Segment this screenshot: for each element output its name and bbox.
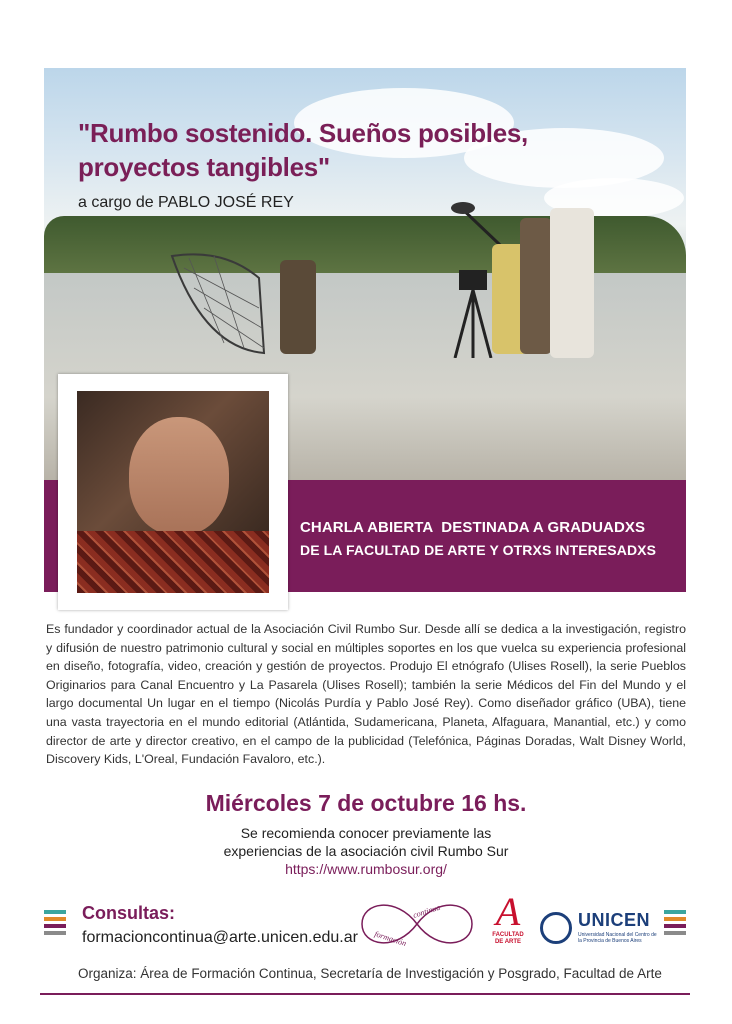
facultad-text-2: DE ARTE (494, 939, 522, 945)
recommendation (0, 824, 732, 860)
unicen-seal-icon (540, 912, 572, 944)
sound-operator-figure (520, 218, 552, 354)
infinity-icon (356, 894, 478, 954)
reco-line-2: experiencias de la asociación civil Rumbo Sur (223, 843, 509, 859)
stripes-icon-left (44, 910, 66, 942)
fishing-net-icon (164, 248, 284, 358)
event-date: Miércoles 7 de octubre 16 hs. (205, 790, 527, 816)
face (129, 417, 229, 535)
facultad-letter: A (495, 889, 521, 934)
footer-rule (40, 993, 690, 995)
stripes-icon-right (664, 910, 686, 942)
band-text (300, 517, 690, 561)
speaker-bio: Es fundador y coordinador actual de la Asociación Civil Rumbo Sur. Desde allí se dedica a la investigación, registro y difusión de nuestro patrimonio cultural y social en múltiples soportes en los que vuelca su experiencia profesional en diseño, fotografía, video, creación y gestión de proyectos. Produjo El etnógrafo (Ulises Rosell), la serie Pueblos Originarios para Canal Encuentro y La Pasarela (Ulises Rosell); también la serie Médicos del Fin del Mundo y el largo documental Un lugar en el tiempo (Nicolás Purdía y Pablo José Rey). Como diseñador gráfico (UBA), tiene una vasta trayectoria en el mundo editorial (Atlántida, Sudamericana, Planeta, Alfaguara, Manantial, etc.) y como director de arte y director creativo, en el campo de la publicidad (Telefónica, Páginas Doradas, Walt Disney World, Discovery Kids, L'Oreal, Fundación Favaloro, etc.). (46, 622, 686, 767)
reco-line-1: Se recomienda conocer previamente las (240, 825, 492, 841)
speaker-photo-frame (58, 374, 288, 610)
facultad-text-1: FACULTAD (492, 932, 524, 938)
crew-member-figure (550, 208, 594, 358)
unicen-name: UNICEN (578, 910, 651, 930)
unicen-logo (540, 910, 658, 946)
plaid-shirt (77, 531, 269, 593)
svg-text:formación: formación (373, 929, 408, 949)
event-title: "Rumbo sostenido. Sueños posibles, proyectos tangibles" (78, 118, 528, 182)
organizer-credit: Organiza: Área de Formación Continua, Secretaría de Investigación y Posgrado, Facultad de Arte (78, 966, 662, 981)
band-line-2: DE LA FACULTAD DE ARTE Y OTRXS INTERESADXS (300, 542, 657, 558)
speaker-subtitle: a cargo de PABLO JOSÉ REY (78, 194, 294, 211)
consultas-label: Consultas: (82, 903, 176, 923)
speaker-photo (77, 391, 269, 593)
facultad-de-arte-logo (490, 889, 526, 948)
band-line-1: CHARLA ABIERTA DESTINADA A GRADUADXS (300, 519, 646, 536)
unicen-subtitle: Universidad Nacional del Centro de la Provincia de Buenos Aires (578, 932, 657, 944)
website-link[interactable]: https://www.rumbosur.org/ (285, 861, 447, 877)
fisherman-figure (280, 260, 316, 354)
formacion-continua-logo (356, 894, 478, 954)
contact-email[interactable]: formacioncontinua@arte.unicen.edu.ar (82, 929, 358, 946)
svg-text:continua: continua (411, 902, 442, 920)
